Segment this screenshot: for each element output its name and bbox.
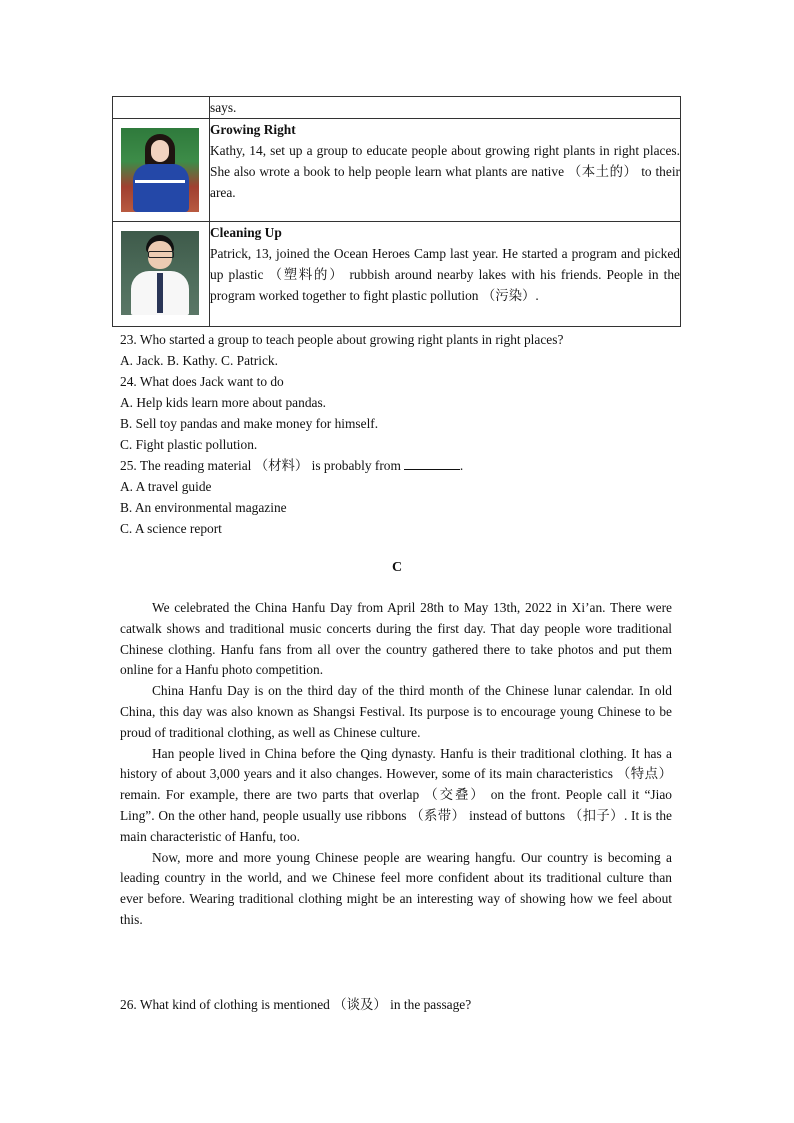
question-25-option-a: A. A travel guide bbox=[120, 479, 212, 494]
passage-paragraph: Now, more and more young Chinese people are wearing hangfu. Our country is becoming a leading country in the world, and we Chinese feel more confident about its traditional culture than ever before. Wearing traditional clothing might be an interesting way of showing how we feel about this. bbox=[120, 849, 672, 927]
passage-paragraph: Han people lived in China before the Qing dynasty. Hanfu is their traditional clothing. It has a history of about 3,000 years and it also changes. However, some of its main characteristics （特点） remain. For example, there are two parts that overlap （交叠） on the front. People call it “Jiao Ling”. On the other hand, people usually use ribbons （系带） instead of buttons （扣子）. It is the main characteristic of Hanfu, too. bbox=[120, 745, 672, 844]
photo-cell bbox=[113, 119, 210, 222]
passage-paragraph: China Hanfu Day is on the third day of the third month of the Chinese lunar calendar. In old China, this day was also known as Shangsi Festival. Its purpose is to encourage young Chinese to be proud of traditional clothing, as well as Chinese culture. bbox=[120, 683, 672, 740]
profile-text bbox=[210, 119, 681, 222]
question-24-option-b: B. Sell toy pandas and make money for himself. bbox=[120, 416, 379, 431]
table-row bbox=[113, 222, 681, 327]
answer-blank bbox=[404, 455, 460, 470]
section-heading: C bbox=[391, 560, 403, 575]
kathy-photo bbox=[121, 128, 199, 212]
passage-paragraph: We celebrated the China Hanfu Day from April 28th to May 13th, 2022 in Xi’an. There were catwalk shows and traditional music concerts during the first day. That day people wore traditional Chinese clothing. Hanfu fans from all over the country gathered there to take photos and put them online for a Hanfu photo competition. bbox=[120, 600, 672, 678]
row-text: says. bbox=[210, 97, 681, 119]
photo-cell bbox=[113, 222, 210, 327]
profile-body: Patrick, 13, joined the Ocean Heroes Camp last year. He started a program and picked up plastic （塑料的） rubbish around nearby lakes with his friends. People in the program worked together to fight plastic pollution （污染）. bbox=[210, 246, 680, 303]
question-25-end: . bbox=[459, 458, 464, 473]
profile-table bbox=[112, 96, 681, 327]
question-24-option-a: A. Help kids learn more about pandas. bbox=[120, 395, 327, 410]
profile-body: Kathy, 14, set up a group to educate people about growing right plants in right places. She also wrote a book to help people learn what plants are native （本土的） to their area. bbox=[210, 143, 680, 200]
question-26: 26. What kind of clothing is mentioned （谈及） in the passage? bbox=[120, 997, 472, 1012]
question-23: 23. Who started a group to teach people about growing right plants in right places? bbox=[120, 332, 564, 347]
question-23-options: A. Jack. B. Kathy. C. Patrick. bbox=[120, 353, 278, 368]
profile-title: Growing Right bbox=[210, 122, 296, 137]
questions-block bbox=[120, 329, 680, 539]
table-row bbox=[113, 119, 681, 222]
question-24: 24. What does Jack want to do bbox=[120, 374, 284, 389]
reading-passage bbox=[120, 598, 672, 931]
question-25-text: 25. The reading material （材料） is probably from bbox=[120, 458, 401, 473]
question-25 bbox=[120, 455, 680, 476]
table-row bbox=[113, 97, 681, 119]
question-25-option-b: B. An environmental magazine bbox=[120, 500, 287, 515]
patrick-photo bbox=[121, 231, 199, 315]
photo-cell-empty bbox=[113, 97, 210, 119]
profile-text bbox=[210, 222, 681, 327]
question-25-option-c: C. A science report bbox=[120, 521, 222, 536]
profile-title: Cleaning Up bbox=[210, 225, 282, 240]
question-24-option-c: C. Fight plastic pollution. bbox=[120, 437, 258, 452]
